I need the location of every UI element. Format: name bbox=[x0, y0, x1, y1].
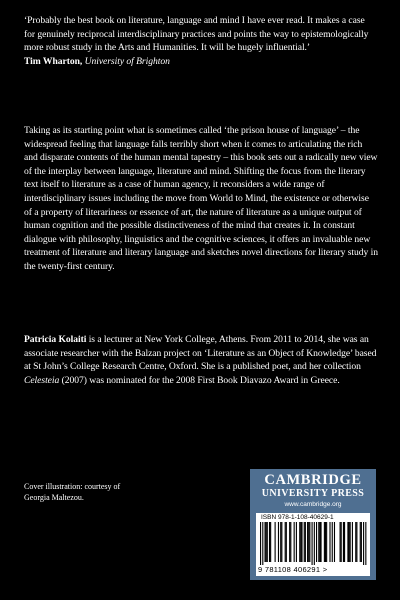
publisher-panel bbox=[250, 469, 376, 580]
barcode-bar bbox=[361, 522, 362, 562]
barcode-bar bbox=[290, 522, 291, 562]
barcode-bar bbox=[275, 522, 276, 562]
cover-credit-line-2: Georgia Maltezou. bbox=[24, 492, 84, 502]
barcode-bar bbox=[278, 522, 279, 562]
barcode-bar bbox=[324, 522, 325, 562]
barcode-bar bbox=[280, 522, 281, 562]
barcode-bar bbox=[267, 522, 268, 562]
barcode-bar bbox=[325, 522, 326, 562]
barcode-bar bbox=[360, 522, 361, 562]
barcode-bar bbox=[289, 522, 290, 562]
author-bio-text-1: is a lecturer at New York College, Athens. From 2011 to 2014, she was an associate researcher with the Balzan project on ‘Literature as an Object of Knowledge’ based at St John’s College Research Centre, Oxford. She is a published poet, and her collection bbox=[24, 334, 377, 373]
barcode-box bbox=[256, 513, 370, 576]
barcode-bar bbox=[309, 522, 310, 562]
barcode-bar bbox=[300, 522, 301, 562]
barcode-bar bbox=[340, 522, 341, 562]
endorsement-attribution bbox=[24, 55, 378, 69]
barcode-icon bbox=[259, 522, 367, 565]
barcode-bar bbox=[356, 522, 357, 562]
barcode-bar bbox=[270, 522, 271, 562]
barcode-bar bbox=[260, 522, 261, 565]
barcode-bar bbox=[262, 522, 263, 565]
barcode-bar bbox=[308, 522, 309, 562]
author-bio-text-2: (2007) was nominated for the 2008 First Book Diavazo Award in Greece. bbox=[59, 374, 340, 386]
publisher-url: www.cambridge.org bbox=[284, 501, 342, 508]
barcode-bar bbox=[285, 522, 286, 562]
barcode-bar bbox=[294, 522, 295, 562]
barcode-bar bbox=[347, 522, 348, 562]
barcode-bar bbox=[281, 522, 282, 562]
endorsement-author-affiliation: University of Brighton bbox=[84, 55, 170, 67]
barcode-bar bbox=[320, 522, 321, 562]
barcode-bar bbox=[266, 522, 267, 562]
barcode-bar bbox=[350, 522, 351, 562]
barcode-bar bbox=[316, 522, 317, 562]
barcode-bar bbox=[296, 522, 297, 562]
cover-credit-line-1: Cover illustration: courtesy of bbox=[24, 482, 121, 491]
barcode-bar bbox=[363, 522, 364, 565]
author-book-title: Celesteia bbox=[24, 374, 60, 386]
barcode-bar bbox=[264, 522, 265, 562]
barcode-bar bbox=[307, 522, 308, 562]
barcode-bar bbox=[329, 522, 330, 562]
barcode-bar bbox=[341, 522, 342, 562]
barcode-bar bbox=[301, 522, 302, 562]
barcode-bar bbox=[299, 522, 300, 562]
endorsement-author-name: Tim Wharton, bbox=[24, 55, 83, 67]
author-name: Patricia Kolaiti bbox=[24, 334, 87, 345]
barcode-bar bbox=[312, 522, 313, 565]
barcode-bar bbox=[352, 522, 353, 562]
book-description: Taking as its starting point what is sometimes called ‘the prison house of language’ – the widespread feeling that language falls terribly short when it comes to articulating the rich and disparate contents of the human mental tapestry – this book sets out a radically new view of the interplay between language, literature and mind. Shifting the focus from the literary text itself to literature as a case of human agency, it reconsiders a wide range of interdisciplinary issues including the move from World to Mind, the existence or otherwise of a property of literariness or essence of art, the nature of literature as a unique output of human cognition and the possible distinctiveness of the mind that creates it. In constant dialogue with philosophy, linguistics and the cognitive sciences, it offers an invaluable new treatment of literature and literary language and sketches novel directions for literary study in the twenty-first century. bbox=[24, 125, 378, 272]
isbn-label: ISBN 978-1-108-40629-1 bbox=[261, 514, 334, 521]
barcode-bar bbox=[304, 522, 305, 562]
publisher-name: CAMBRIDGE bbox=[264, 472, 362, 488]
barcode-bar bbox=[314, 522, 315, 565]
endorsement bbox=[24, 14, 378, 68]
barcode-bar bbox=[286, 522, 287, 562]
barcode-digits: 9 781108 406291 > bbox=[258, 565, 328, 574]
barcode-bar bbox=[334, 522, 335, 562]
barcode-bar bbox=[332, 522, 333, 562]
barcode-bar bbox=[365, 522, 366, 565]
barcode-bar bbox=[343, 522, 344, 562]
barcode-bar bbox=[269, 522, 270, 562]
endorsement-quote: ‘Probably the best book on literature, language and mind I have ever read. It makes a case for genuinely reciprocal interdisciplinary practices and points the way to epistemologically more robust study in the Arts and Humanities. It will be hugely influential.’ bbox=[24, 15, 369, 54]
barcode-bar bbox=[318, 522, 319, 562]
barcode-bar bbox=[344, 522, 345, 562]
author-bio bbox=[24, 333, 378, 387]
publisher-subtitle: UNIVERSITY PRESS bbox=[261, 488, 365, 499]
barcode-bar bbox=[348, 522, 349, 562]
barcode-bar bbox=[305, 522, 306, 562]
cover-credit bbox=[24, 482, 184, 503]
barcode-bar bbox=[326, 522, 327, 562]
barcode-bar bbox=[355, 522, 356, 562]
barcode-bar bbox=[319, 522, 320, 562]
